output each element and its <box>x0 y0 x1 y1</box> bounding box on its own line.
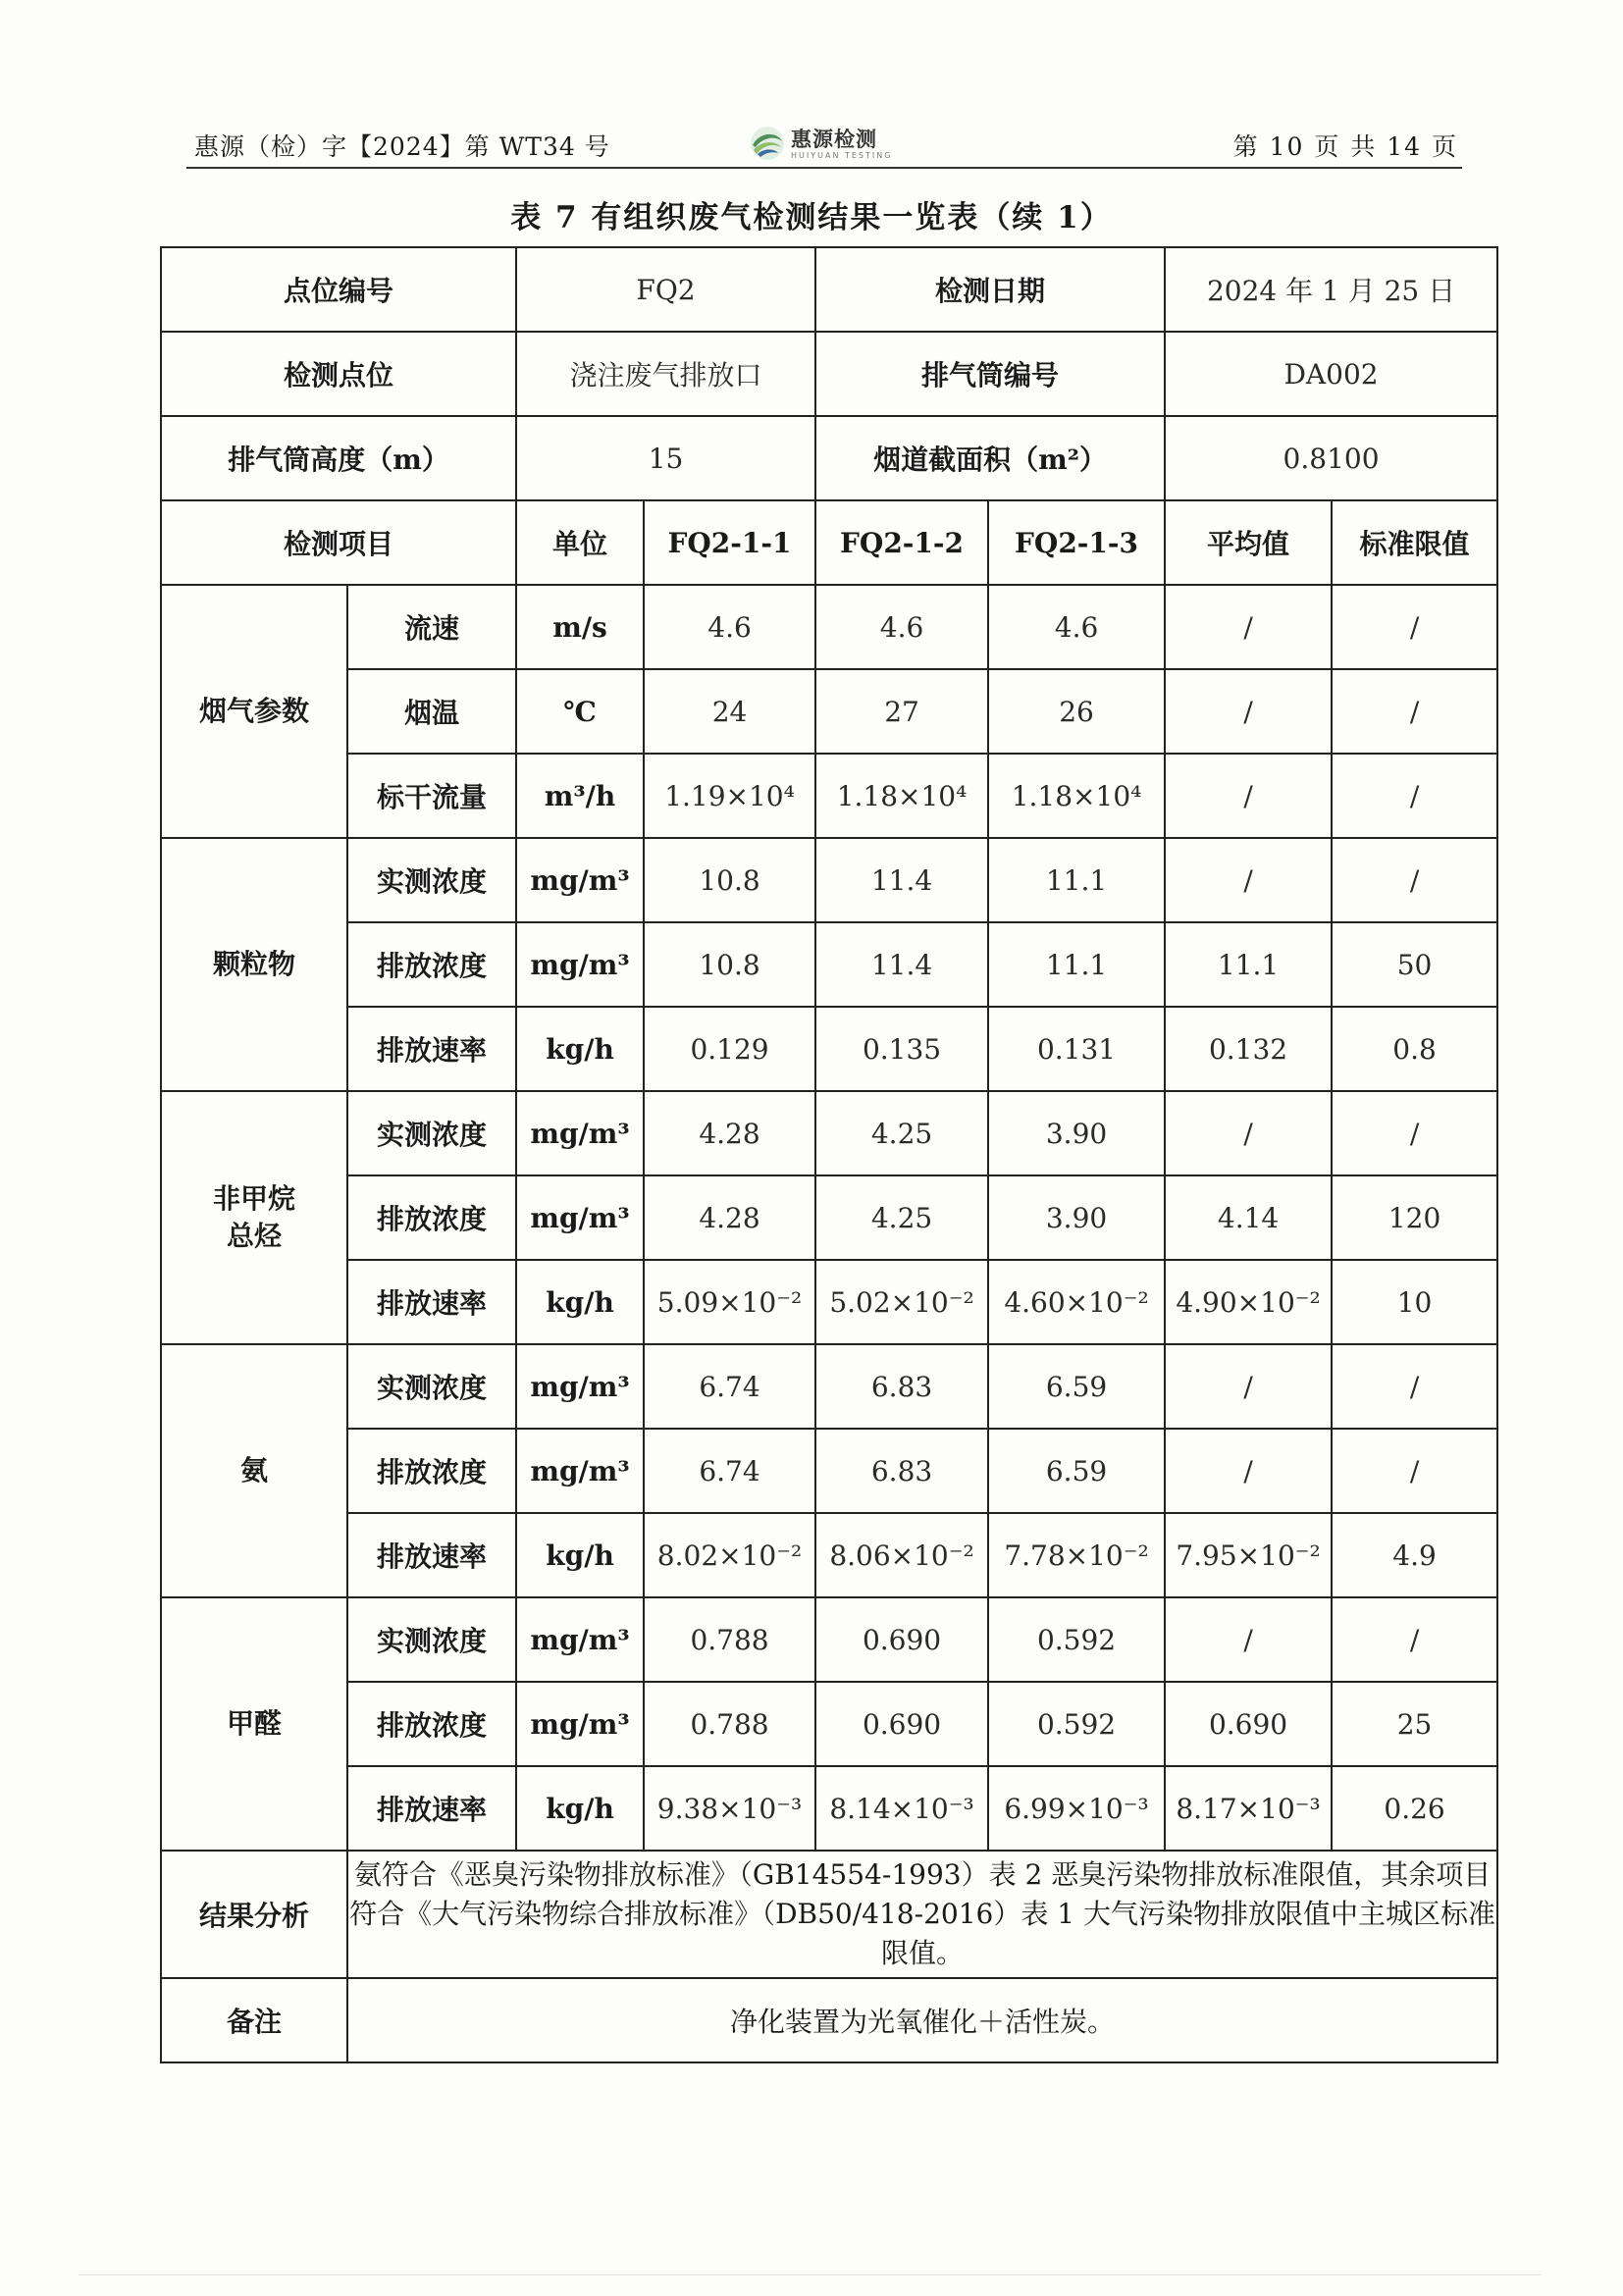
limit-value: / <box>1332 1429 1497 1513</box>
results-table <box>160 246 1498 2063</box>
param-name: 排放速率 <box>347 1260 516 1344</box>
sample-2-value: 11.4 <box>815 838 988 922</box>
remarks-label: 备注 <box>161 1978 347 2062</box>
param-name: 排放速率 <box>347 1513 516 1597</box>
sample-3-value: 26 <box>988 669 1165 754</box>
average-value: / <box>1165 838 1332 922</box>
param-name: 实测浓度 <box>347 1344 516 1429</box>
table-row <box>161 1766 1497 1851</box>
area-label: 烟道截面积（m²） <box>815 416 1165 500</box>
limit-value: 4.9 <box>1332 1513 1497 1597</box>
table-row <box>161 1429 1497 1513</box>
unit-cell: kg/h <box>516 1766 644 1851</box>
sample-3-value: 0.592 <box>988 1597 1165 1682</box>
table-row <box>161 669 1497 754</box>
sample-1-value: 24 <box>644 669 815 754</box>
table-title: 表 7 有组织废气检测结果一览表（续 1） <box>510 200 1113 235</box>
company-logo <box>748 124 892 163</box>
sample-2-value: 0.690 <box>815 1682 988 1766</box>
sample-3-value: 4.60×10⁻² <box>988 1260 1165 1344</box>
sample-1-value: 4.28 <box>644 1175 815 1260</box>
group-name: 颗粒物 <box>161 838 347 1091</box>
sample-2-value: 11.4 <box>815 922 988 1007</box>
unit-cell: mg/m³ <box>516 922 644 1007</box>
location-label: 检测点位 <box>161 332 516 416</box>
unit-cell: mg/m³ <box>516 1682 644 1766</box>
col-sample-1: FQ2-1-1 <box>644 500 815 585</box>
group-name: 氨 <box>161 1344 347 1597</box>
sample-1-value: 4.6 <box>644 585 815 669</box>
col-average: 平均值 <box>1165 500 1332 585</box>
page-header <box>186 126 1462 169</box>
unit-cell: kg/h <box>516 1260 644 1344</box>
average-value: 11.1 <box>1165 922 1332 1007</box>
param-name: 排放浓度 <box>347 1682 516 1766</box>
sample-2-value: 1.18×10⁴ <box>815 754 988 838</box>
stack-height-value: 15 <box>516 416 815 500</box>
sample-1-value: 0.788 <box>644 1597 815 1682</box>
limit-value: / <box>1332 754 1497 838</box>
table-row <box>161 585 1497 669</box>
unit-cell: mg/m³ <box>516 1344 644 1429</box>
limit-value: 50 <box>1332 922 1497 1007</box>
sample-3-value: 3.90 <box>988 1091 1165 1175</box>
param-name: 排放速率 <box>347 1766 516 1851</box>
sample-3-value: 7.78×10⁻² <box>988 1513 1165 1597</box>
limit-value: 25 <box>1332 1682 1497 1766</box>
sample-2-value: 0.690 <box>815 1597 988 1682</box>
average-value: / <box>1165 1597 1332 1682</box>
table-row <box>161 1091 1497 1175</box>
table-row <box>161 1344 1497 1429</box>
param-name: 实测浓度 <box>347 838 516 922</box>
scan-edge <box>79 2274 1541 2275</box>
table-row <box>161 838 1497 922</box>
unit-cell: kg/h <box>516 1007 644 1091</box>
date-value: 2024 年 1 月 25 日 <box>1165 247 1497 332</box>
logo-swirl-icon <box>748 124 787 163</box>
average-value: / <box>1165 1429 1332 1513</box>
average-value: 8.17×10⁻³ <box>1165 1766 1332 1851</box>
table-row <box>161 754 1497 838</box>
sample-2-value: 5.02×10⁻² <box>815 1260 988 1344</box>
stack-no-value: DA002 <box>1165 332 1497 416</box>
param-name: 流速 <box>347 585 516 669</box>
param-name: 标干流量 <box>347 754 516 838</box>
limit-value: 120 <box>1332 1175 1497 1260</box>
unit-cell: mg/m³ <box>516 1429 644 1513</box>
sample-1-value: 8.02×10⁻² <box>644 1513 815 1597</box>
limit-value: / <box>1332 1597 1497 1682</box>
sample-1-value: 6.74 <box>644 1429 815 1513</box>
param-name: 排放浓度 <box>347 1175 516 1260</box>
limit-value: 10 <box>1332 1260 1497 1344</box>
table-row <box>161 1175 1497 1260</box>
unit-cell: m/s <box>516 585 644 669</box>
unit-cell: ℃ <box>516 669 644 754</box>
sample-1-value: 5.09×10⁻² <box>644 1260 815 1344</box>
sample-2-value: 8.06×10⁻² <box>815 1513 988 1597</box>
sample-3-value: 1.18×10⁴ <box>988 754 1165 838</box>
page-info: 第 10 页 共 14 页 <box>1232 132 1458 161</box>
sample-2-value: 6.83 <box>815 1344 988 1429</box>
unit-cell: mg/m³ <box>516 1597 644 1682</box>
average-value: 4.14 <box>1165 1175 1332 1260</box>
average-value: 4.90×10⁻² <box>1165 1260 1332 1344</box>
col-sample-3: FQ2-1-3 <box>988 500 1165 585</box>
sample-1-value: 9.38×10⁻³ <box>644 1766 815 1851</box>
average-value: / <box>1165 585 1332 669</box>
point-no-label: 点位编号 <box>161 247 516 332</box>
report-number: 惠源（检）字【2024】第 WT34 号 <box>194 132 610 161</box>
sample-1-value: 10.8 <box>644 838 815 922</box>
average-value: / <box>1165 1344 1332 1429</box>
table-row <box>161 1260 1497 1344</box>
sample-1-value: 6.74 <box>644 1344 815 1429</box>
sample-1-value: 10.8 <box>644 922 815 1007</box>
param-name: 排放速率 <box>347 1007 516 1091</box>
limit-value: 0.26 <box>1332 1766 1497 1851</box>
limit-value: 0.8 <box>1332 1007 1497 1091</box>
sample-2-value: 4.25 <box>815 1175 988 1260</box>
sample-3-value: 4.6 <box>988 585 1165 669</box>
column-header-row <box>161 500 1497 585</box>
table-row <box>161 1007 1497 1091</box>
param-name: 实测浓度 <box>347 1091 516 1175</box>
param-name: 排放浓度 <box>347 922 516 1007</box>
col-sample-2: FQ2-1-2 <box>815 500 988 585</box>
logo-name: 惠源检测 <box>791 127 877 151</box>
sample-3-value: 6.59 <box>988 1344 1165 1429</box>
sample-3-value: 6.99×10⁻³ <box>988 1766 1165 1851</box>
analysis-label: 结果分析 <box>161 1851 347 1978</box>
limit-value: / <box>1332 838 1497 922</box>
point-no-value: FQ2 <box>516 247 815 332</box>
table-row <box>161 1597 1497 1682</box>
area-value: 0.8100 <box>1165 416 1497 500</box>
remarks-row <box>161 1978 1497 2062</box>
average-value: 0.132 <box>1165 1007 1332 1091</box>
sample-3-value: 11.1 <box>988 922 1165 1007</box>
sample-2-value: 4.25 <box>815 1091 988 1175</box>
average-value: 7.95×10⁻² <box>1165 1513 1332 1597</box>
average-value: / <box>1165 1091 1332 1175</box>
table-row <box>161 1513 1497 1597</box>
sample-3-value: 11.1 <box>988 838 1165 922</box>
sample-2-value: 8.14×10⁻³ <box>815 1766 988 1851</box>
average-value: / <box>1165 669 1332 754</box>
unit-cell: m³/h <box>516 754 644 838</box>
average-value: / <box>1165 754 1332 838</box>
sample-3-value: 0.592 <box>988 1682 1165 1766</box>
group-name: 烟气参数 <box>161 585 347 838</box>
analysis-text: 氨符合《恶臭污染物排放标准》（GB14554-1993）表 2 恶臭污染物排放标准限值，其余项目符合《大气污染物综合排放标准》（DB50/418-2016）表 1 大气污染物排放限值中主城区标准限值。 <box>347 1851 1497 1978</box>
sample-3-value: 0.131 <box>988 1007 1165 1091</box>
analysis-row <box>161 1851 1497 1978</box>
col-limit: 标准限值 <box>1332 500 1497 585</box>
stack-height-label: 排气筒高度（m） <box>161 416 516 500</box>
table-row <box>161 922 1497 1007</box>
average-value: 0.690 <box>1165 1682 1332 1766</box>
sample-1-value: 4.28 <box>644 1091 815 1175</box>
limit-value: / <box>1332 1344 1497 1429</box>
remarks-text: 净化装置为光氧催化＋活性炭。 <box>347 1978 1497 2062</box>
info-row-3 <box>161 416 1497 500</box>
param-name: 实测浓度 <box>347 1597 516 1682</box>
limit-value: / <box>1332 1091 1497 1175</box>
sample-3-value: 3.90 <box>988 1175 1165 1260</box>
sample-1-value: 0.788 <box>644 1682 815 1766</box>
location-value: 浇注废气排放口 <box>516 332 815 416</box>
date-label: 检测日期 <box>815 247 1165 332</box>
logo-subtitle: HUIYUAN TESTING <box>791 150 893 160</box>
sample-2-value: 6.83 <box>815 1429 988 1513</box>
sample-1-value: 1.19×10⁴ <box>644 754 815 838</box>
col-unit: 单位 <box>516 500 644 585</box>
info-row-2 <box>161 332 1497 416</box>
group-name: 非甲烷 总烃 <box>161 1091 347 1344</box>
group-name: 甲醛 <box>161 1597 347 1851</box>
sample-2-value: 0.135 <box>815 1007 988 1091</box>
table-row <box>161 1682 1497 1766</box>
sample-2-value: 4.6 <box>815 585 988 669</box>
sample-1-value: 0.129 <box>644 1007 815 1091</box>
unit-cell: kg/h <box>516 1513 644 1597</box>
sample-3-value: 6.59 <box>988 1429 1165 1513</box>
limit-value: / <box>1332 669 1497 754</box>
col-item: 检测项目 <box>161 500 516 585</box>
param-name: 烟温 <box>347 669 516 754</box>
unit-cell: mg/m³ <box>516 838 644 922</box>
param-name: 排放浓度 <box>347 1429 516 1513</box>
info-row-1 <box>161 247 1497 332</box>
limit-value: / <box>1332 585 1497 669</box>
unit-cell: mg/m³ <box>516 1175 644 1260</box>
unit-cell: mg/m³ <box>516 1091 644 1175</box>
stack-no-label: 排气筒编号 <box>815 332 1165 416</box>
sample-2-value: 27 <box>815 669 988 754</box>
